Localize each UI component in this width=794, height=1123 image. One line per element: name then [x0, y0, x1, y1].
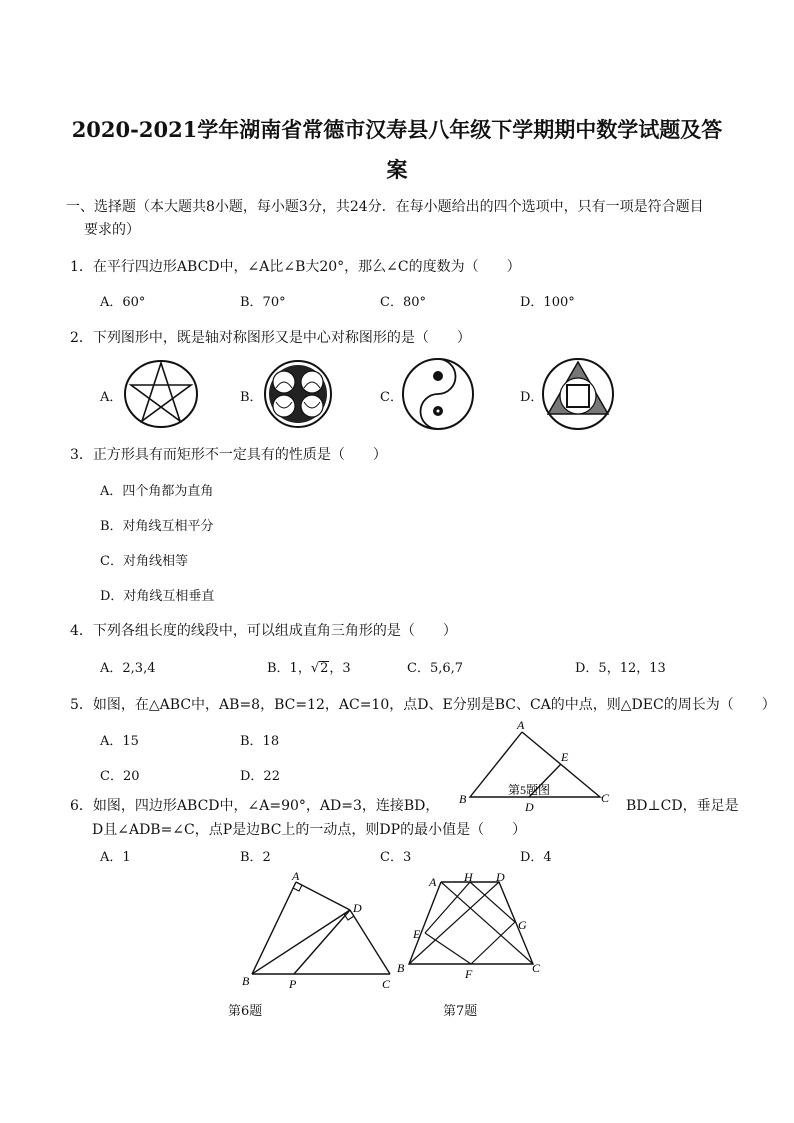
- question-6-stem-right: BD⊥CD，垂足是: [626, 798, 739, 814]
- question-6-option-b[interactable]: B．2: [240, 850, 271, 865]
- triangle-square-circle-figure: [540, 356, 616, 432]
- question-6-option-c[interactable]: C．3: [380, 850, 412, 865]
- page-title-continued: 案: [386, 157, 408, 182]
- question-5-option-c[interactable]: C．20: [100, 769, 140, 784]
- question-3-option-d[interactable]: D．对角线互相垂直: [100, 589, 215, 604]
- question-6-option-a[interactable]: A．1: [100, 850, 131, 865]
- question-5-option-a[interactable]: A．15: [100, 734, 139, 749]
- question-4-option-b[interactable]: [267, 657, 351, 676]
- star-in-circle-figure: [122, 358, 200, 430]
- question-4-option-c[interactable]: C．5,6,7: [407, 661, 464, 676]
- question-3-option-b[interactable]: B．对角线互相平分: [100, 519, 214, 534]
- point-c-label: C: [601, 791, 610, 805]
- question-2-option-d[interactable]: D．: [520, 390, 544, 405]
- question-1-option-b[interactable]: B．70°: [240, 295, 286, 310]
- point-f-label: F: [465, 967, 473, 981]
- sqrt-radicand: 2: [320, 661, 329, 676]
- point-e-label: E: [561, 750, 569, 764]
- point-h-label: H: [464, 872, 473, 884]
- page-title: 2020-2021学年湖南省常德市汉寿县八年级下学期期中数学试题及答: [71, 117, 723, 142]
- point-a-label: A: [517, 718, 525, 732]
- question-1-option-c[interactable]: C．80°: [380, 295, 426, 310]
- question-1-stem: 1．在平行四边形ABCD中，∠A比∠B大20°，那么∠C的度数为（ ）: [70, 259, 521, 275]
- section-heading: 一、选择题（本大题共8小题，每小题3分，共24分．在每小题给出的四个选项中，只有一项是符合题目: [66, 199, 704, 215]
- question-6-stem: 6．如图，四边形ABCD中，∠A=90°，AD=3，连接BD，: [70, 798, 440, 814]
- figure-6-caption: 第6题: [228, 1004, 263, 1019]
- point-d-label: D: [525, 800, 534, 814]
- question-7-quadrilateral-figure: [393, 872, 553, 982]
- question-3-stem: 3．正方形具有而矩形不一定具有的性质是（ ）: [70, 447, 387, 463]
- point-c-label: C: [382, 977, 391, 991]
- question-4-option-a[interactable]: A．2,3,4: [100, 661, 156, 676]
- point-g-label: G: [518, 918, 527, 932]
- question-5-triangle-figure: [450, 715, 625, 815]
- point-a-label: A: [292, 869, 300, 883]
- point-b-label: B: [242, 974, 250, 988]
- question-2-option-b[interactable]: B．: [240, 390, 263, 405]
- section-heading-continued: 要求的）: [84, 222, 140, 238]
- figure-5-caption: 第5题图: [508, 783, 551, 797]
- question-2-option-c[interactable]: C．: [380, 390, 403, 405]
- point-c-label: C: [532, 961, 541, 975]
- question-5-stem: 5．如图，在△ABC中，AB=8，BC=12，AC=10，点D、E分别是BC、CA的中点，则△DEC的周长为（ ）: [70, 697, 776, 713]
- point-p-label: P: [289, 977, 297, 991]
- point-e-label: E: [413, 927, 421, 941]
- point-d-label: D: [496, 872, 505, 884]
- yin-yang-figure: [400, 356, 476, 432]
- question-4-stem: 4．下列各组长度的线段中，可以组成直角三角形的是（ ）: [70, 623, 457, 639]
- figure-7-caption: 第7题: [443, 1004, 478, 1019]
- four-petal-flower-figure: [262, 358, 334, 430]
- sqrt-sign: √: [310, 661, 320, 676]
- question-5-option-b[interactable]: B．18: [240, 734, 280, 749]
- option-b-suffix: ，3: [329, 661, 351, 676]
- question-1-option-a[interactable]: A．60°: [100, 295, 146, 310]
- question-3-option-a[interactable]: A．四个角都为直角: [100, 484, 214, 499]
- point-d-label: D: [353, 901, 362, 915]
- point-b-label: B: [397, 961, 405, 975]
- point-b-label: B: [459, 792, 467, 806]
- question-2-stem: 2．下列图形中，既是轴对称图形又是中心对称图形的是（ ）: [70, 330, 471, 346]
- question-6-option-d[interactable]: D．4: [520, 850, 552, 865]
- question-5-option-d[interactable]: D．22: [240, 769, 280, 784]
- option-b-prefix: B．1，: [267, 661, 311, 676]
- point-a-label: A: [429, 875, 437, 889]
- question-1-option-d[interactable]: D．100°: [520, 295, 575, 310]
- question-6-stem-continued: D且∠ADB=∠C，点P是边BC上的一动点，则DP的最小值是（ ）: [92, 822, 527, 838]
- question-6-quadrilateral-figure: [232, 868, 404, 994]
- question-4-option-d[interactable]: D．5，12，13: [575, 661, 666, 676]
- question-2-option-a[interactable]: A．: [100, 390, 123, 405]
- question-3-option-c[interactable]: C．对角线相等: [100, 554, 188, 569]
